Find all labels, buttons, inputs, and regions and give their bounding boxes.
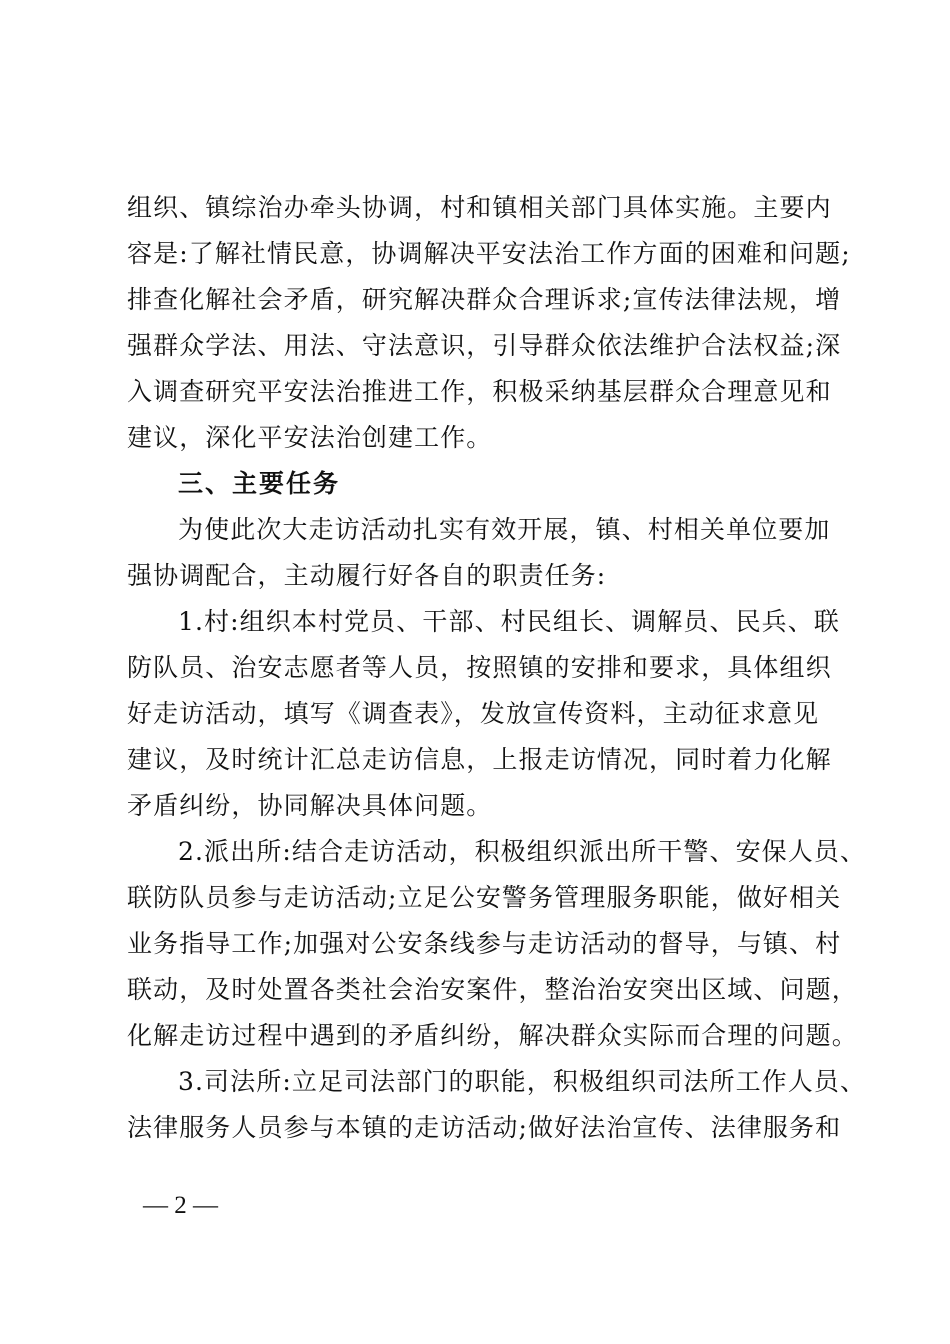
text-line: 1.村:组织本村党员、干部、村民组长、调解员、民兵、联 xyxy=(178,607,840,636)
text-line: 联防队员参与走访活动;立足公安警务管理服务职能，做好相关 xyxy=(127,883,842,912)
text-line: 法律服务人员参与本镇的走访活动;做好法治宣传、法律服务和 xyxy=(127,1113,842,1142)
text-line: 化解走访过程中遇到的矛盾纠纷，解决群众实际而合理的问题。 xyxy=(127,1021,858,1050)
text-line: 3.司法所:立足司法部门的职能，积极组织司法所工作人员、 xyxy=(178,1067,867,1096)
text-line: 容是:了解社情民意，协调解决平安法治工作方面的困难和问题; xyxy=(127,239,851,268)
page-number: — 2 — xyxy=(143,1192,218,1219)
text-line: 防队员、治安志愿者等人员，按照镇的安排和要求，具体组织 xyxy=(127,653,832,682)
text-line: 矛盾纠纷，协同解决具体问题。 xyxy=(127,791,493,820)
text-line: 联动，及时处置各类社会治安案件，整治治安突出区域、问题， xyxy=(127,975,858,1004)
text-line: 强群众学法、用法、守法意识，引导群众依法维护合法权益;深 xyxy=(127,331,842,360)
text-line: 建议，及时统计汇总走访信息，上报走访情况，同时着力化解 xyxy=(127,745,832,774)
text-line: 好走访活动，填写《调查表》，发放宣传资料，主动征求意见 xyxy=(127,699,820,728)
text-line: 业务指导工作;加强对公安条线参与走访活动的督导，与镇、村 xyxy=(127,929,842,958)
text-line: 建议，深化平安法治创建工作。 xyxy=(127,423,493,452)
text-line: 2.派出所:结合走访活动，积极组织派出所干警、安保人员、 xyxy=(178,837,867,866)
text-line: 强协调配合，主动履行好各自的职责任务: xyxy=(127,561,607,590)
section-heading: 三、主要任务 xyxy=(178,469,341,498)
text-line: 排查化解社会矛盾，研究解决群众合理诉求;宣传法律法规，增 xyxy=(127,285,842,314)
text-line: 组织、镇综治办牵头协调，村和镇相关部门具体实施。主要内 xyxy=(127,193,832,222)
text-line: 入调查研究平安法治推进工作，积极采纳基层群众合理意见和 xyxy=(127,377,832,406)
text-line: 为使此次大走访活动扎实有效开展，镇、村相关单位要加 xyxy=(178,515,831,544)
